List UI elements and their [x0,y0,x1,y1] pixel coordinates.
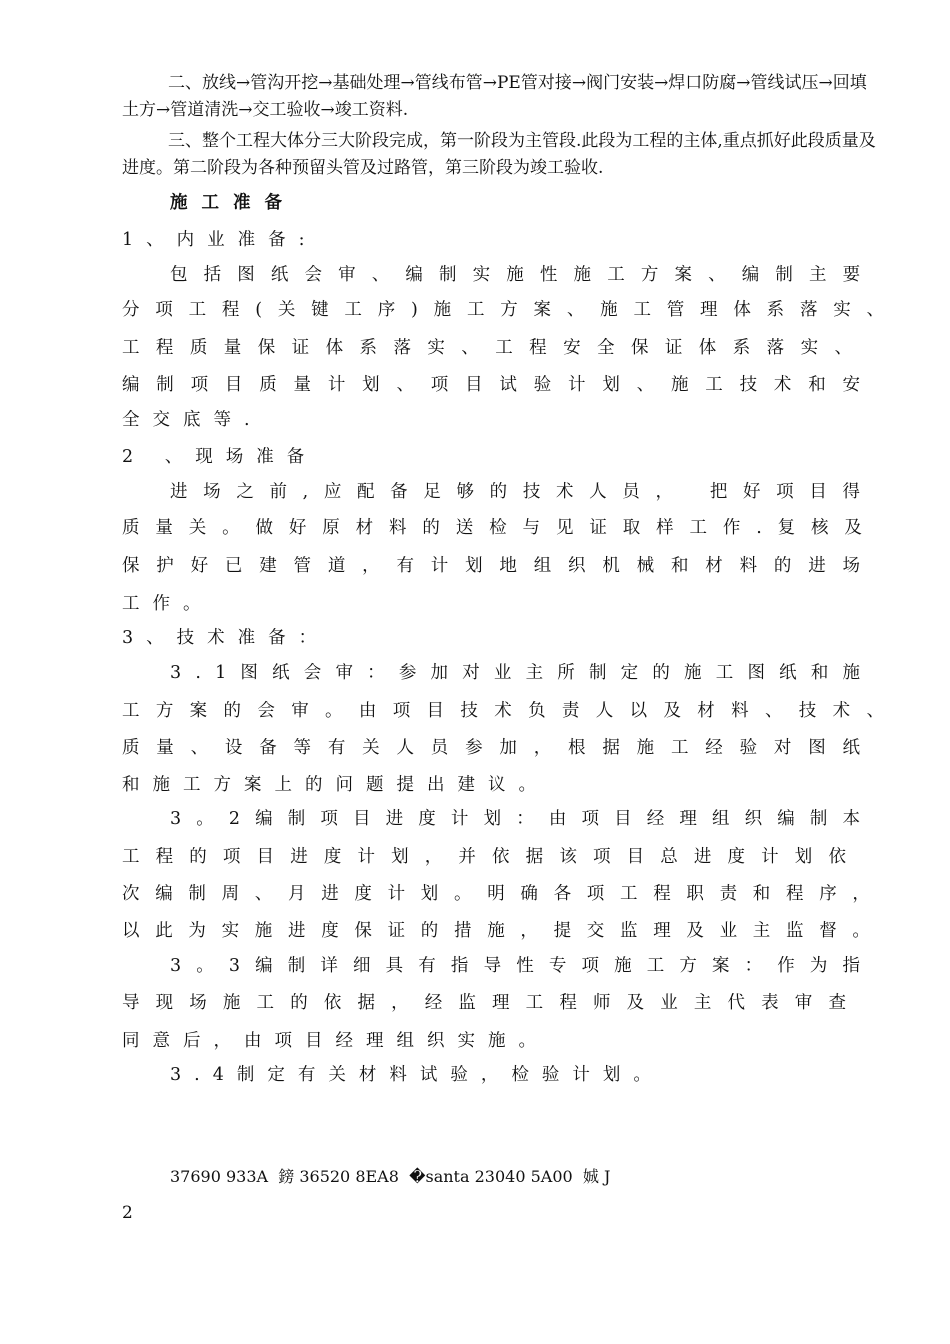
body-line: 质量关。做好原材料的送检与见证取样工作.复核及 [122,518,878,538]
body-line: 工程的项目进度计划，并依据该项目总进度计划依 [122,847,863,867]
body-line: 分项工程(关键工序)施工方案、施工管理体系落实、 [122,300,900,320]
body-line: 工作。 [122,594,214,614]
body-line: 3.4制定有关材料试验，检验计划。 [170,1065,664,1085]
body-line: 质量、设备等有关人员参加，根据施工经验对图纸 [122,738,877,758]
body-line: 工程质量保证体系落实、工程安全保证体系落实、 [122,338,869,358]
page-number: 2 [122,1203,133,1223]
footer-codes: 37690 933A 鎊 36520 8EA8 �santa 23040 5A00 娍 J [170,1167,611,1186]
paragraph-phases [122,128,882,182]
body-line: 工方案的会审。由项目技术负责人以及材料、技术、 [122,701,901,721]
body-line: 3、技术准备： [122,628,330,648]
body-line: 和施工方案上的问题提出建议。 [122,775,549,795]
body-line: 3.1图纸会审：参加对业主所制定的施工图纸和施 [170,663,875,683]
body-line: 3。2编制项目进度计划：由项目经理组织编制本 [170,809,876,829]
body-line: 次编制周、月进度计划。明确各项工程职责和程序， [122,884,886,904]
body-line: 进场之前,应配备足够的技术人员， 把好项目得 [170,482,876,502]
paragraph-process-flow [122,70,882,124]
body-line: 2 、现场准备 [122,447,318,467]
section-heading: 施工准备 [170,193,296,213]
body-line: 以此为实施进度保证的措施，提交监理及业主监督。 [122,921,886,941]
phases-text: 三、整个工程大体分三大阶段完成，第一阶段为主管段.此段为工程的主体,重点抓好此段质量及进度。第二阶段为各种预留头管及过路管，第三阶段为竣工验收. [122,131,876,178]
body-line: 编制项目质量计划、项目试验计划、施工技术和安 [122,375,877,395]
body-line: 包括图纸会审、编制实施性施工方案、编制主要 [170,265,877,285]
body-line: 同意后，由项目经理组织实施。 [122,1031,549,1051]
body-line: 1、内业准备: [122,230,318,250]
body-line: 全交底等. [122,410,263,430]
body-line: 3。3编制详细具有指导性专项施工方案：作为指 [170,956,876,976]
body-line: 导现场施工的依据，经监理工程师及业主代表审查 [122,993,863,1013]
process-flow-text: 二、放线→管沟开挖→基础处理→管线布管→PE管对接→阀门安装→焊口防腐→管线试压→回填土方→管道清洗→交工验收→竣工资料. [122,73,867,120]
body-line: 保护好已建管道，有计划地组织机械和材料的进场 [122,556,877,576]
